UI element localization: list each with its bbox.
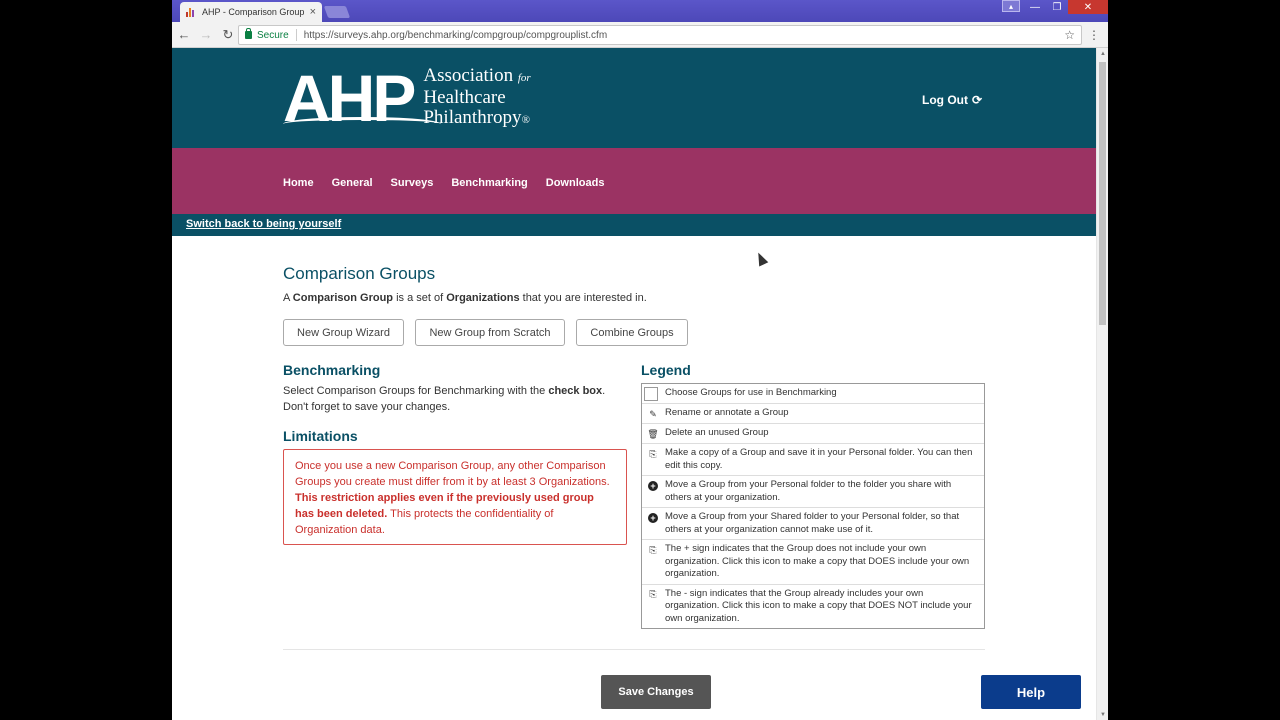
intro-text xyxy=(283,292,647,304)
legend-row xyxy=(642,508,984,540)
benchmarking-heading: Benchmarking xyxy=(283,362,381,378)
limit-bold: This restriction applies even if the previously used group has been deleted. xyxy=(295,492,594,520)
legend-text: Choose Groups for use in Benchmarking xyxy=(665,387,837,399)
scroll-up-icon[interactable]: ▲ xyxy=(1100,51,1106,57)
intro-term-organizations: Organizations xyxy=(446,292,520,304)
legend-heading: Legend xyxy=(641,362,691,378)
minimize-button[interactable]: — xyxy=(1030,1,1040,13)
omnibox-divider xyxy=(296,29,297,41)
logo-mark-text: AHP xyxy=(283,61,414,135)
nav-item-surveys[interactable]: Surveys xyxy=(390,177,434,189)
pencil-icon: ✎ xyxy=(649,408,657,419)
benchmarking-description xyxy=(283,383,628,415)
copy-minus-icon: ⎘ xyxy=(649,589,657,600)
legend-row xyxy=(642,444,984,476)
browser-toolbar xyxy=(172,22,1108,48)
bookmark-star-icon[interactable]: ☆ xyxy=(1064,28,1075,42)
intro-suffix: that you are interested in. xyxy=(519,292,647,304)
logo-line-1-small: for xyxy=(517,72,531,84)
legend-row xyxy=(642,404,984,424)
reload-icon[interactable]: ↻ xyxy=(222,26,234,42)
restore-button[interactable]: ❐ xyxy=(1052,1,1062,13)
nav-items xyxy=(283,177,622,189)
legend-text: Make a copy of a Group and save it in your Personal folder. You can then edit this copy. xyxy=(665,447,973,471)
legend-table xyxy=(641,383,985,629)
limitations-heading: Limitations xyxy=(283,428,358,444)
logout-label: Log Out xyxy=(922,93,968,107)
legend-text: Delete an unused Group xyxy=(665,427,769,439)
legend-text: Rename or annotate a Group xyxy=(665,407,789,419)
limit-text-2: This protects the confidentiality of Organization data. xyxy=(295,508,554,536)
address-bar[interactable] xyxy=(238,25,1082,45)
switch-back-link[interactable]: Switch back to being yourself xyxy=(186,218,342,230)
trash-icon: 🗑 xyxy=(647,428,659,439)
lock-icon xyxy=(245,31,252,39)
copy-plus-icon: ⎘ xyxy=(649,544,657,555)
profile-icon[interactable]: ▴ xyxy=(1002,0,1020,12)
legend-row xyxy=(642,585,984,629)
logo-mark xyxy=(283,61,414,135)
section-divider xyxy=(283,649,985,650)
logo-line-2: Healthcare xyxy=(423,87,506,108)
page-scrollbar[interactable] xyxy=(1096,48,1108,720)
new-tab-button[interactable] xyxy=(324,6,350,18)
legend-row xyxy=(642,540,984,585)
logo-swoosh xyxy=(283,117,441,131)
back-icon[interactable]: ← xyxy=(177,27,191,42)
logo-trademark: ® xyxy=(521,114,530,126)
save-changes-button[interactable]: Save Changes xyxy=(601,675,711,709)
logo-line-3: Philanthropy xyxy=(423,107,522,128)
secure-label: Secure xyxy=(257,29,289,41)
close-window-button[interactable]: ✕ xyxy=(1068,0,1108,14)
impersonation-bar xyxy=(172,214,1096,236)
checkbox-icon xyxy=(644,387,658,401)
legend-text: Move a Group from your Personal folder to the folder you share with others at your organization. xyxy=(665,479,952,503)
legend-text: Move a Group from your Shared folder to your Personal folder, so that others at your organization cannot make use of it. xyxy=(665,511,960,535)
browser-tab[interactable] xyxy=(180,2,322,22)
browser-menu-icon[interactable]: ⋮ xyxy=(1088,28,1100,42)
nav-item-general[interactable]: General xyxy=(331,177,373,189)
mouse-cursor-icon xyxy=(754,250,769,266)
ahp-logo[interactable] xyxy=(283,61,531,135)
page-title: Comparison Groups xyxy=(283,264,436,283)
title-bar xyxy=(172,0,1108,22)
nav-item-home[interactable]: Home xyxy=(283,177,314,189)
scroll-down-icon[interactable]: ▼ xyxy=(1100,712,1106,718)
help-button[interactable]: Help xyxy=(981,675,1081,709)
legend-text: The + sign indicates that the Group does not include your own organization. Click this icon to make a copy that DOES include your own organization. xyxy=(665,543,970,579)
legend-row xyxy=(642,384,984,404)
logout-link[interactable] xyxy=(922,93,982,107)
legend-text: The - sign indicates that the Group already includes your own organization. Click this icon to make a copy that DOES NOT include your own organization. xyxy=(665,587,972,624)
limitations-alert xyxy=(283,449,627,545)
intro-prefix: A xyxy=(283,292,293,304)
legend-row xyxy=(642,476,984,508)
forward-icon[interactable]: → xyxy=(199,27,213,42)
tab-title: AHP - Comparison Group xyxy=(202,7,305,17)
logout-icon: ⟳ xyxy=(971,93,983,107)
site-header xyxy=(172,48,1096,148)
window-controls xyxy=(1002,0,1108,14)
move-to-shared-icon: + xyxy=(648,481,658,491)
bench-bold: check box xyxy=(548,385,603,397)
logo-line-1: Association xyxy=(423,65,514,86)
bench-text-1: Select Comparison Groups for Benchmarking with the xyxy=(283,385,549,397)
page-viewport xyxy=(172,48,1096,720)
bench-text-2: . Don't forget to save your changes. xyxy=(283,385,606,413)
scroll-thumb[interactable] xyxy=(1099,62,1106,325)
new-group-wizard-button[interactable]: New Group Wizard xyxy=(283,319,404,346)
move-to-personal-icon: + xyxy=(648,513,658,523)
nav-item-benchmarking[interactable]: Benchmarking xyxy=(451,177,528,189)
logo-wordmark xyxy=(423,66,530,130)
limit-text-1: Once you use a new Comparison Group, any other Comparison Groups you create must differ from it by at least 3 Organizations. xyxy=(295,460,610,488)
browser-window xyxy=(172,0,1108,720)
intro-term-comparison-group: Comparison Group xyxy=(292,292,394,304)
tab-close-icon[interactable]: × xyxy=(309,6,316,18)
legend-row xyxy=(642,424,984,444)
new-group-from-scratch-button[interactable]: New Group from Scratch xyxy=(415,319,565,346)
main-nav xyxy=(172,148,1096,214)
favicon-icon xyxy=(186,7,196,17)
copy-icon: ⎘ xyxy=(649,448,657,459)
url-text: https://surveys.ahp.org/benchmarking/compgroup/compgrouplist.cfm xyxy=(303,29,608,41)
nav-item-downloads[interactable]: Downloads xyxy=(545,177,605,189)
combine-groups-button[interactable]: Combine Groups xyxy=(576,319,688,346)
intro-mid: is a set of xyxy=(393,292,447,304)
